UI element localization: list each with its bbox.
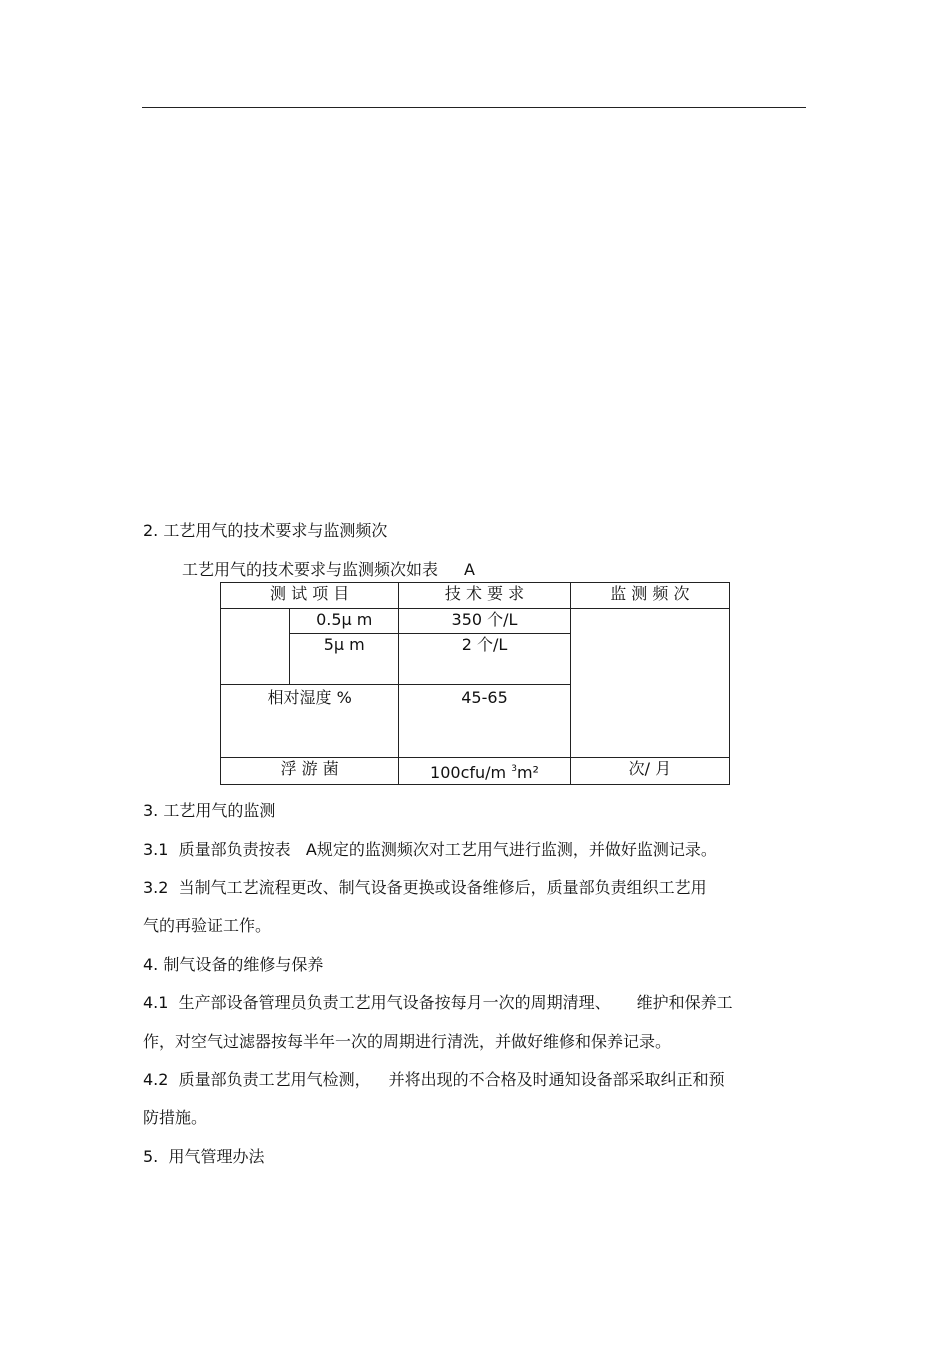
paragraph-4-2-part-b: 并将出现的不合格及时通知设备部采取纠正和预	[388, 1070, 725, 1089]
spec-table	[220, 582, 730, 785]
header-rule	[142, 107, 806, 108]
requirement-cell: 45-65	[399, 685, 570, 758]
requirement-base: 100cfu/m	[430, 763, 507, 782]
requirement-cell: 2 个/L	[399, 634, 570, 685]
paragraph-4-1-part-b: 维护和保养工	[636, 993, 733, 1012]
paragraph-3-2-line-1: 3.2 当制气工艺流程更改、制气设备更换或设备维修后，质量部负责组织工艺用	[143, 878, 707, 897]
requirement-cell	[399, 758, 570, 785]
paragraph-4-1-line-2: 作，对空气过滤器按每半年一次的周期进行清洗，并做好维修和保养记录。	[143, 1032, 672, 1051]
paragraph-4-1-line-1	[143, 993, 733, 1013]
table-header-row	[221, 583, 730, 609]
paragraph-3-2-line-2: 气的再验证工作。	[143, 916, 272, 935]
table-caption-text: 工艺用气的技术要求与监测频次如表	[182, 560, 439, 579]
header-requirement: 技 术 要 求	[399, 583, 570, 609]
requirement-tail: m²	[516, 763, 539, 782]
table-row	[221, 609, 730, 634]
particle-group-cell	[221, 609, 290, 685]
item-cell: 浮 游 菌	[221, 758, 399, 785]
header-test-item: 测 试 项 目	[221, 583, 399, 609]
paragraph-4-2-part-a: 4.2 质量部负责工艺用气检测，	[143, 1070, 371, 1089]
paragraph-3-1: 3.1 质量部负责按表 A规定的监测频次对工艺用气进行监测，并做好监测记录。	[143, 840, 717, 859]
paragraph-4-2-line-2: 防措施。	[143, 1108, 208, 1127]
paragraph-4-2-line-1	[143, 1070, 725, 1090]
table-caption-id: A	[464, 560, 475, 579]
requirement-cell: 350 个/L	[399, 609, 570, 634]
section-4-heading: 4. 制气设备的维修与保养	[143, 955, 324, 974]
section-2-heading: 2. 工艺用气的技术要求与监测频次	[143, 521, 388, 540]
item-cell: 5μ m	[290, 634, 399, 685]
frequency-cell: 次/ 月	[570, 758, 729, 785]
frequency-merged-cell	[570, 609, 729, 758]
header-frequency: 监 测 频 次	[570, 583, 729, 609]
section-5-heading: 5. 用气管理办法	[143, 1147, 265, 1166]
item-cell: 0.5μ m	[290, 609, 399, 634]
section-3-heading: 3. 工艺用气的监测	[143, 801, 276, 820]
requirement-superscript: 3	[511, 764, 517, 774]
table-caption	[182, 560, 475, 580]
table-row	[221, 758, 730, 785]
item-cell: 相对湿度 %	[221, 685, 399, 758]
paragraph-4-1-part-a: 4.1 生产部设备管理员负责工艺用气设备按每月一次的周期清理、	[143, 993, 611, 1012]
